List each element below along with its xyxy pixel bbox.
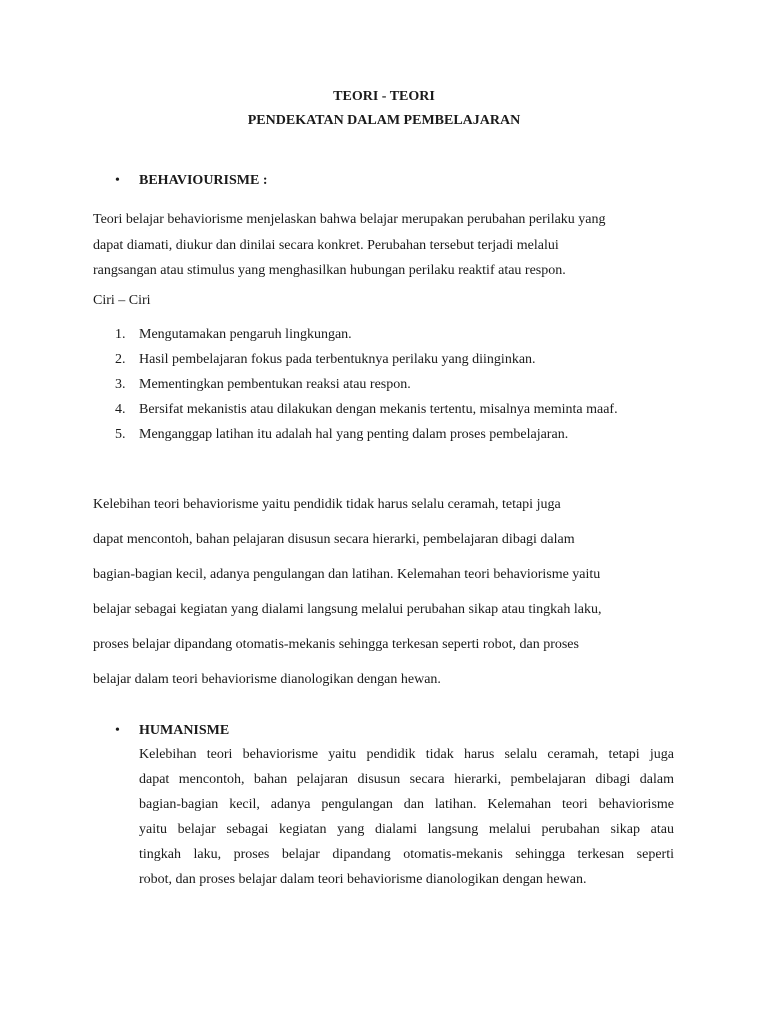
paragraph-line: dapat diamati, diukur dan dinilai secara konkret. Perubahan tersebut terjadi melalui bbox=[93, 237, 559, 253]
list-number: 2. bbox=[115, 352, 126, 367]
section-heading-label: BEHAVIOURISME : bbox=[139, 173, 268, 188]
list-number: 3. bbox=[115, 377, 126, 392]
list-item bbox=[115, 326, 618, 351]
document-subtitle: PENDEKATAN DALAM PEMBELAJARAN bbox=[247, 113, 521, 128]
list-item-text: Menganggap latihan itu adalah hal yang penting dalam proses pembelajaran. bbox=[139, 427, 569, 442]
list-number: 1. bbox=[115, 327, 126, 342]
paragraph-line: belajar dalam teori behaviorisme dianologikan dengan hewan. bbox=[93, 672, 441, 687]
paragraph-line: Kelebihan teori behaviorisme yaitu pendidik tidak harus selalu ceramah, tetapi juga bbox=[139, 747, 674, 762]
paragraph-line: Teori belajar behaviorisme menjelaskan bahwa belajar merupakan perubahan perilaku yang bbox=[93, 212, 606, 227]
section-heading-behaviourisme bbox=[115, 172, 268, 190]
list-item-text: Hasil pembelajaran fokus pada terbentuknya perilaku yang diinginkan. bbox=[139, 352, 536, 367]
section-heading-humanisme bbox=[115, 722, 229, 740]
list-number: 4. bbox=[115, 402, 126, 417]
bullet-icon: • bbox=[115, 723, 120, 738]
paragraph-line: robot, dan proses belajar dalam teori behaviorisme dianologikan dengan hewan. bbox=[139, 872, 587, 887]
humanisme-paragraph bbox=[139, 746, 674, 896]
paragraph-line: rangsangan atau stimulus yang menghasilkan hubungan perilaku reaktif atau respon. bbox=[93, 263, 566, 278]
paragraph-line: bagian-bagian kecil, adanya pengulangan dan latihan. Kelemahan teori behaviorisme yaitu bbox=[93, 567, 601, 582]
paragraph-line: dapat mencontoh, bahan pelajaran disusun secara hierarki, pembelajaran dibagi dalam bbox=[93, 532, 575, 547]
list-item bbox=[115, 376, 618, 401]
section-heading-label: HUMANISME bbox=[139, 723, 230, 738]
paragraph-line: yaitu belajar sebagai kegiatan yang dialami langsung melalui perubahan sikap atau bbox=[139, 822, 674, 837]
list-item bbox=[115, 351, 618, 376]
list-item bbox=[115, 401, 618, 426]
paragraph-line: tingkah laku, proses belajar dipandang otomatis-mekanis sehingga terkesan seperti bbox=[139, 847, 674, 862]
paragraph-line: proses belajar dipandang otomatis-mekanis sehingga terkesan seperti robot, dan proses bbox=[93, 637, 579, 652]
bullet-icon: • bbox=[115, 173, 120, 188]
list-item-text: Mementingkan pembentukan reaksi atau respon. bbox=[139, 377, 411, 392]
paragraph-line: dapat mencontoh, bahan pelajaran disusun secara hierarki, pembelajaran dibagi dalam bbox=[139, 772, 674, 787]
behaviourisme-kelebihan-paragraph bbox=[93, 487, 693, 697]
ciri-label: Ciri – Ciri bbox=[93, 293, 151, 308]
ciri-list bbox=[115, 326, 618, 451]
paragraph-line: Kelebihan teori behaviorisme yaitu pendidik tidak harus selalu ceramah, tetapi juga bbox=[93, 497, 561, 512]
list-number: 5. bbox=[115, 427, 126, 442]
paragraph-line: bagian-bagian kecil, adanya pengulangan dan latihan. Kelemahan teori behaviorisme bbox=[139, 797, 674, 812]
behaviourisme-intro-paragraph bbox=[93, 207, 693, 284]
list-item bbox=[115, 426, 618, 451]
list-item-text: Mengutamakan pengaruh lingkungan. bbox=[139, 327, 352, 342]
document-title: TEORI - TEORI bbox=[333, 89, 435, 104]
list-item-text: Bersifat mekanistis atau dilakukan dengan mekanis tertentu, misalnya meminta maaf. bbox=[139, 402, 618, 417]
paragraph-line: belajar sebagai kegiatan yang dialami langsung melalui perubahan sikap atau tingkah laku, bbox=[93, 602, 602, 617]
